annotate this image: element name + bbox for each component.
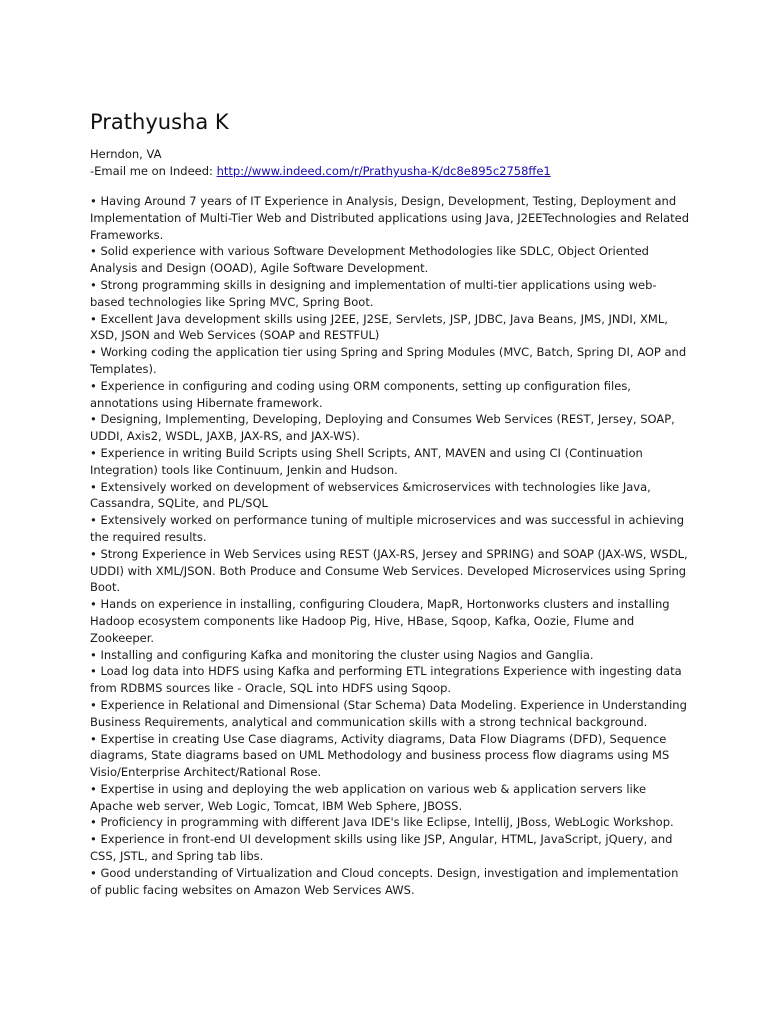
summary-item: • Good understanding of Virtualization and Cloud concepts. Design, investigation and implementation of public facing websites on Amazon Web Services AWS. xyxy=(90,865,679,897)
summary-item: • Working coding the application tier using Spring and Spring Modules (MVC, Batch, Spring DI, AOP and Templates). xyxy=(90,345,687,376)
location-text: Herndon, VA xyxy=(90,147,162,161)
candidate-name: Prathyusha K xyxy=(90,110,229,134)
summary-item: • Strong programming skills in designing and implementation of multi-tier applications using web-based technologies like Spring MVC, Spring Boot. xyxy=(90,277,657,309)
summary-item: • Experience in configuring and coding using ORM components, setting up configuration files, annotations using Hibernate framework. xyxy=(90,378,631,410)
summary-item: • Load log data into HDFS using Kafka and performing ETL integrations Experience with ingesting data from RDBMS sources like - Oracle, SQL into HDFS using Sqoop. xyxy=(90,664,682,696)
summary-item: • Designing, Implementing, Developing, Deploying and Consumes Web Services (REST, Jersey, SOAP, UDDI, Axis2, WSDL, JAXB, JAX-RS, and JAX-WS). xyxy=(90,412,675,444)
summary-item: • Proficiency in programming with different Java IDE's like Eclipse, IntelliJ, JBoss, WebLogic Workshop. xyxy=(90,815,674,830)
summary-item: • Experience in writing Build Scripts using Shell Scripts, ANT, MAVEN and using CI (Continuation Integration) tools like Continuum, Jenkin and Hudson. xyxy=(90,445,643,477)
summary-item: • Extensively worked on performance tuning of multiple microservices and was successful in achieving the required results. xyxy=(90,513,685,544)
summary-item: • Extensively worked on development of webservices &microservices with technologies like Java, Cassandra, SQLite, and PL/SQL xyxy=(90,479,651,511)
summary-item: • Having Around 7 years of IT Experience in Analysis, Design, Development, Testing, Deployment and Implementation of Multi-Tier Web and Distributed applications using Java, J2EETechnologies and Related Frameworks. xyxy=(90,194,689,242)
summary-item: • Experience in Relational and Dimensional (Star Schema) Data Modeling. Experience in Understanding Business Requirements, analytical and communication skills with a strong technical background. xyxy=(90,697,687,729)
summary-item: • Excellent Java development skills using J2EE, J2SE, Servlets, JSP, JDBC, Java Beans, JMS, JNDI, XML, XSD, JSON and Web Services (SOAP and RESTFUL) xyxy=(90,311,668,343)
contact-block xyxy=(90,146,690,180)
summary-item: • Installing and configuring Kafka and monitoring the cluster using Nagios and Ganglia. xyxy=(90,647,594,662)
resume-page xyxy=(90,108,690,898)
summary-item: • Strong Experience in Web Services using REST (JAX-RS, Jersey and SPRING) and SOAP (JAX-WS, WSDL, UDDI) with XML/JSON. Both Produce and Consume Web Services. Developed Microservices using Spring Boot. xyxy=(90,546,688,595)
email-line xyxy=(90,163,690,180)
summary-item: • Hands on experience in installing, configuring Cloudera, MapR, Hortonworks clusters and installing Hadoop ecosystem components like Hadoop Pig, Hive, HBase, Sqoop, Kafka, Oozie, Flume and Zookeeper. xyxy=(90,597,670,645)
summary-item: • Expertise in using and deploying the web application on various web & application servers like Apache web server, Web Logic, Tomcat, IBM Web Sphere, JBOSS. xyxy=(90,781,647,813)
summary-item: • Expertise in creating Use Case diagrams, Activity diagrams, Data Flow Diagrams (DFD), Sequence diagrams, State diagrams based on UML Methodology and business process flow diagrams using MS Visio/Enterprise Architect/Rational Rose. xyxy=(90,731,670,780)
summary-item: • Experience in front-end UI development skills using like JSP, Angular, HTML, JavaScript, jQuery, and CSS, JSTL, and Spring tab libs. xyxy=(90,832,673,864)
email-prefix: -Email me on Indeed: xyxy=(90,164,217,178)
summary-list xyxy=(90,193,690,898)
summary-item: • Solid experience with various Software Development Methodologies like SDLC, Object Oriented Analysis and Design (OOAD), Agile Software Development. xyxy=(90,244,649,276)
indeed-profile-link[interactable]: http://www.indeed.com/r/Prathyusha-K/dc8e895c2758ffe1 xyxy=(216,164,551,178)
